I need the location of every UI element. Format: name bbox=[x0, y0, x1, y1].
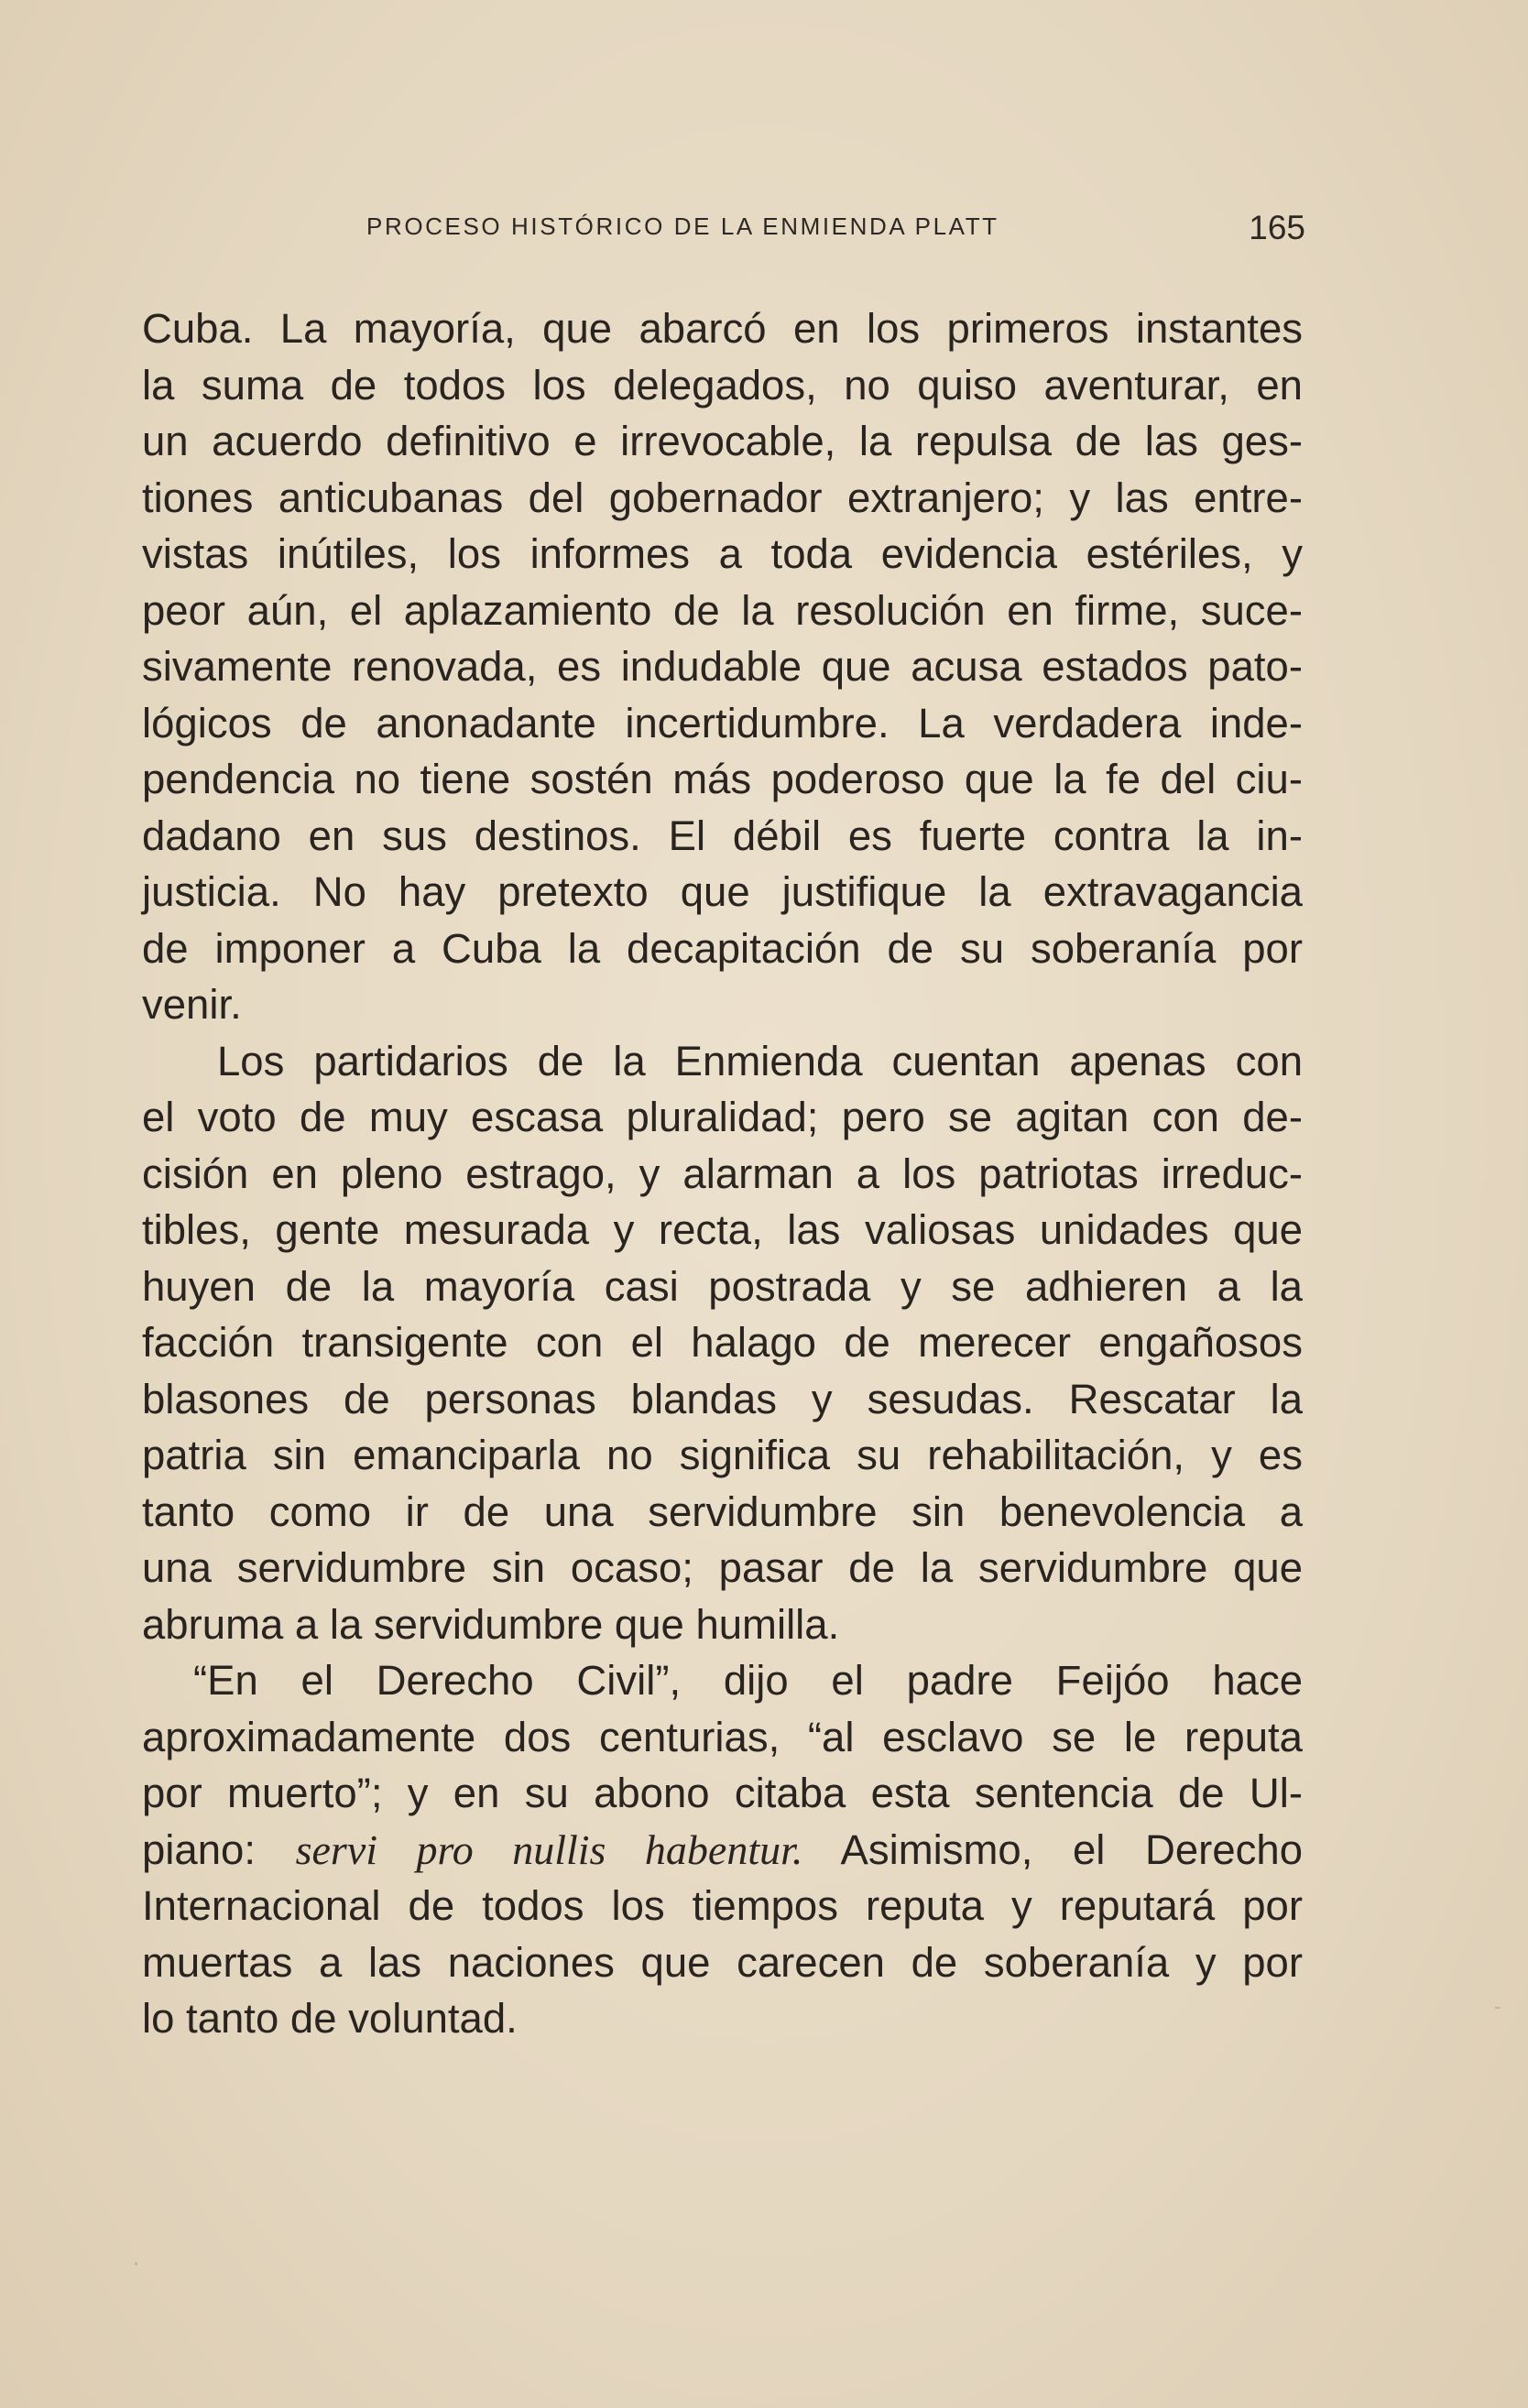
text-line: huyen de la mayoría casi postrada y se adhieren a la bbox=[142, 1262, 1303, 1310]
text-segment: Asimismo, el Derecho bbox=[802, 1825, 1303, 1873]
text-line: “En el Derecho Civil”, dijo el padre Feijóo hace bbox=[193, 1657, 1303, 1704]
text-line: justicia. No hay pretexto que justifique la extravagancia bbox=[142, 868, 1303, 915]
text-line: de imponer a Cuba la decapitación de su soberanía por bbox=[142, 924, 1303, 972]
text-line: blasones de personas blandas y sesudas. Rescatar la bbox=[142, 1375, 1303, 1422]
text-line: lógicos de anonadante incertidumbre. La verdadera inde- bbox=[142, 699, 1303, 746]
paper-speck bbox=[135, 2262, 137, 2265]
text-line: cisión en pleno estrago, y alarman a los patriotas irreduc- bbox=[142, 1150, 1303, 1197]
text-line: tibles, gente mesurada y recta, las valiosas unidades que bbox=[142, 1206, 1303, 1253]
text-line: Cuba. La mayoría, que abarcó en los primeros instantes bbox=[142, 305, 1303, 352]
text-line: lo tanto de voluntad. bbox=[142, 1995, 518, 2042]
text-line: patria sin emanciparla no significa su rehabilitación, y es bbox=[142, 1432, 1303, 1478]
latin-quote: servi pro nullis habentur. bbox=[295, 1825, 803, 1873]
paragraph-1 bbox=[142, 300, 1303, 1033]
page-number: 165 bbox=[1249, 209, 1305, 246]
text-line: el voto de muy escasa pluralidad; pero se agitan con de- bbox=[142, 1094, 1303, 1140]
text-line: un acuerdo definitivo e irrevocable, la repulsa de las ges- bbox=[142, 418, 1303, 464]
text-line: tiones anticubanas del gobernador extranjero; y las entre- bbox=[142, 474, 1303, 521]
text-line: peor aún, el aplazamiento de la resolución en firme, suce- bbox=[142, 586, 1303, 634]
paragraph-3 bbox=[142, 1652, 1303, 2047]
text-line: sivamente renovada, es indudable que acusa estados pato- bbox=[142, 643, 1303, 690]
text-segment: piano: bbox=[142, 1825, 296, 1873]
running-head bbox=[366, 209, 1305, 245]
text-line: muertas a las naciones que carecen de soberanía y por bbox=[142, 1938, 1303, 1986]
paragraph-2 bbox=[142, 1033, 1303, 1653]
text-line: tanto como ir de una servidumbre sin benevolencia a bbox=[142, 1487, 1303, 1535]
text-line-with-latin-quote bbox=[142, 1822, 1303, 1879]
text-line: dadano en sus destinos. El débil es fuerte contra la in- bbox=[142, 812, 1303, 859]
text-line: venir. bbox=[142, 981, 242, 1028]
text-line: aproximadamente dos centurias, “al esclavo se le reputa bbox=[142, 1713, 1303, 1760]
text-line: la suma de todos los delegados, no quiso aventurar, en bbox=[142, 361, 1303, 409]
body-text bbox=[142, 300, 1303, 2047]
text-line: facción transigente con el halago de merecer engañosos bbox=[142, 1319, 1303, 1366]
text-line: pendencia no tiene sostén más poderoso que la fe del ciu- bbox=[142, 756, 1303, 802]
running-title: PROCESO HISTÓRICO DE LA ENMIENDA PLATT bbox=[366, 212, 999, 240]
text-line: una servidumbre sin ocaso; pasar de la servidumbre que bbox=[142, 1544, 1303, 1591]
paper-speck bbox=[1495, 2007, 1500, 2009]
text-line: por muerto”; y en su abono citaba esta sentencia de Ul- bbox=[142, 1770, 1303, 1816]
text-line: abruma a la servidumbre que humilla. bbox=[142, 1600, 840, 1648]
text-line: Los partidarios de la Enmienda cuentan apenas con bbox=[217, 1037, 1303, 1084]
text-line: Internacional de todos los tiempos reputa y reputará por bbox=[142, 1882, 1303, 1929]
text-line: vistas inútiles, los informes a toda evidencia estériles, y bbox=[142, 530, 1303, 577]
